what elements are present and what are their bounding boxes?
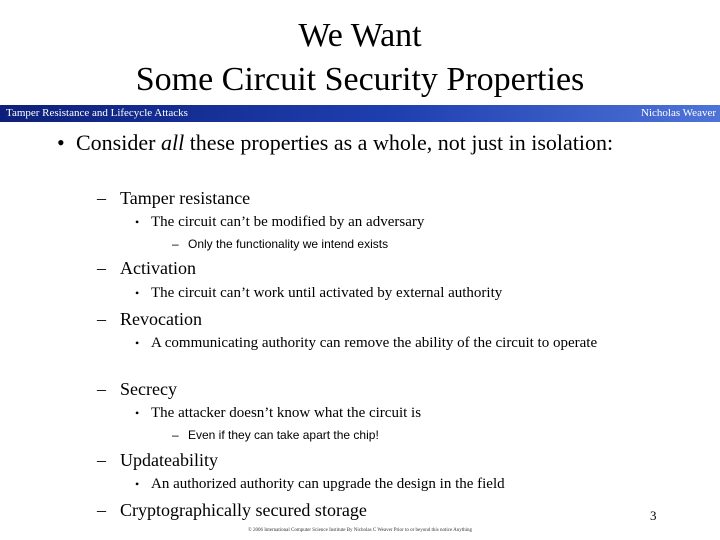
- property-label: Secrecy: [120, 379, 177, 399]
- dash-marker: –: [172, 428, 179, 442]
- property-label: Revocation: [120, 309, 202, 329]
- property-label: Tamper resistance: [120, 188, 251, 208]
- property-detail-text: The attacker doesn’t know what the circuit is: [151, 405, 422, 421]
- property-revocation: [97, 308, 202, 330]
- property-note: [172, 427, 379, 443]
- property-note: [172, 236, 388, 252]
- sub-bullet-dot: •: [135, 406, 140, 420]
- dash-marker: –: [97, 188, 106, 208]
- dash-marker: –: [97, 500, 106, 520]
- banner-author: Nicholas Weaver: [641, 107, 716, 119]
- property-note-text: Even if they can take apart the chip!: [188, 428, 379, 442]
- property-tamper-resistance: [97, 187, 250, 209]
- banner-course-title: Tamper Resistance and Lifecycle Attacks: [6, 107, 188, 119]
- intro-text: [76, 130, 616, 155]
- page-number: 3: [650, 508, 657, 523]
- property-detail-text: The circuit can’t work until activated by external authority: [151, 285, 503, 301]
- sub-bullet-dot: •: [135, 215, 140, 229]
- property-activation: [97, 257, 196, 279]
- dash-marker: –: [97, 258, 106, 278]
- property-detail-text: An authorized authority can upgrade the design in the field: [151, 476, 505, 492]
- property-updateability: [97, 449, 218, 471]
- sub-bullet-dot: •: [135, 477, 140, 491]
- slide-title-line-1: We Want: [298, 17, 422, 54]
- property-secrecy: [97, 378, 177, 400]
- intro-emphasis: all: [160, 130, 185, 155]
- dash-marker: –: [97, 450, 106, 470]
- sub-bullet-dot: •: [135, 286, 140, 300]
- property-label: Updateability: [120, 450, 218, 470]
- slide-title-line-2: Some Circuit Security Properties: [135, 61, 585, 98]
- intro-text-after: these properties as a whole, not just in isolation:: [184, 130, 614, 155]
- property-label: Cryptographically secured storage: [120, 500, 367, 520]
- bullet-dot: •: [57, 130, 65, 155]
- copyright-footer: © 2006 International Computer Science Institute By Nicholas C Weaver Prior to or beyond this notice Anything: [247, 528, 473, 533]
- property-label: Activation: [120, 258, 196, 278]
- dash-marker: –: [172, 237, 179, 251]
- intro-text-before: Consider: [76, 130, 161, 155]
- property-cryptographic-storage: [97, 499, 367, 521]
- property-note-text: Only the functionality we intend exists: [188, 237, 389, 251]
- property-detail-text: The circuit can’t be modified by an adversary: [151, 214, 425, 230]
- sub-bullet-dot: •: [135, 336, 140, 350]
- property-detail-text: A communicating authority can remove the ability of the circuit to operate: [151, 335, 598, 351]
- dash-marker: –: [97, 309, 106, 329]
- dash-marker: –: [97, 379, 106, 399]
